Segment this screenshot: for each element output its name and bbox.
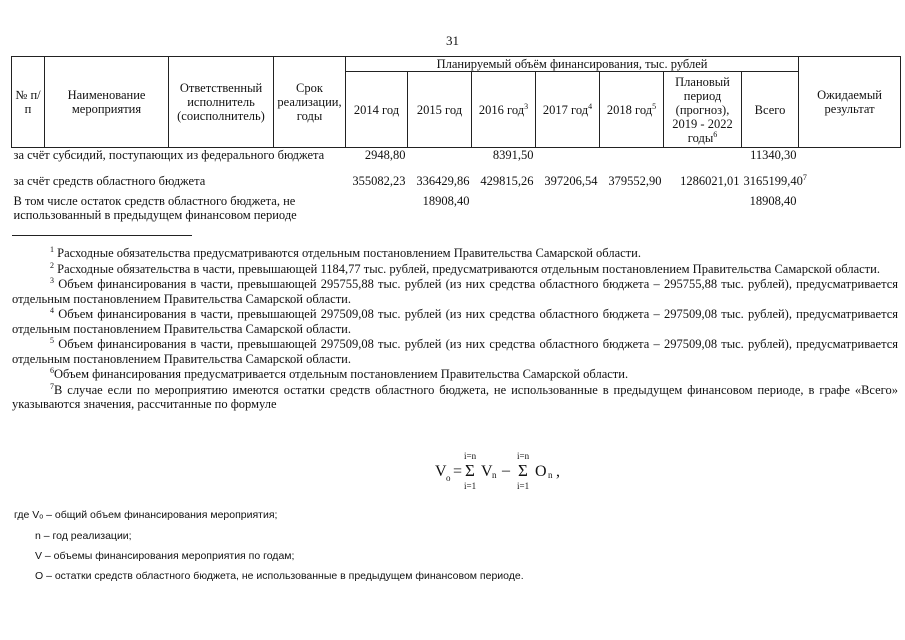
- header-planned-financing: Планируемый объём финансирования, тыс. рублей: [346, 57, 799, 72]
- footnotes: [12, 246, 898, 413]
- cell-2014: [346, 194, 408, 224]
- cell-result: [799, 148, 901, 174]
- cell-result: [799, 194, 901, 224]
- formula-sigma: Σ: [518, 461, 528, 480]
- row-name: В том числе остаток средств областного бюджета, не использованный в предыдущем финансовом периоде: [13, 193, 297, 222]
- header-year-2018: 2018 год$^5$: [600, 72, 664, 148]
- cell-2014: 355082,23: [352, 173, 406, 188]
- cell-2018: [600, 194, 664, 224]
- formula-minus: –: [502, 462, 510, 479]
- table-row: [12, 194, 901, 224]
- cell-result: [799, 174, 901, 194]
- formula-comma: ,: [556, 463, 560, 480]
- formula-term2-sub: n: [548, 470, 553, 480]
- header-year-2015: 2015 год: [408, 72, 472, 148]
- formula-lhs-sub: o: [446, 473, 451, 483]
- cell-2017: [536, 194, 600, 224]
- formula-sum-top: i=n: [464, 451, 477, 461]
- definition-line: O – остатки средств областного бюджета, не использованные в предыдущем финансовом периоде.: [35, 570, 524, 582]
- footnote: $^4$ Объем финансирования в части, превышающей 297509,08 тыс. рублей (из них средства областного бюджета – 297509,08 тыс. рублей), предусматривается отдельным постановлением Правительства Самарской области.: [12, 305, 898, 336]
- definition-line: где Vₒ – общий объем финансирования мероприятия;: [14, 509, 278, 521]
- cell-plan: [664, 148, 742, 174]
- definition-line: n – год реализации;: [35, 530, 132, 542]
- formula-lhs: V: [435, 463, 447, 480]
- cell-2015: 336429,86: [416, 173, 470, 188]
- footnote-separator: [12, 235, 192, 236]
- cell-2015: 18908,40: [422, 193, 470, 208]
- footnote: $^7$В случае если по мероприятию имеются остатки средств областного бюджета, не использованные в предыдущем финансовом периоде, в графе «Всего» указываются значения, рассчитанные по формуле: [12, 381, 898, 411]
- footnote: $^1$ Расходные обязательства предусматриваются отдельным постановлением Правительства Самарской области.: [50, 244, 641, 260]
- page-number: 31: [446, 33, 459, 48]
- formula-term1-sub: n: [492, 470, 497, 480]
- formula-sigma: Σ: [465, 461, 475, 480]
- formula-term2: O: [535, 463, 547, 480]
- cell-2015: [408, 148, 472, 174]
- header-name: Наименование мероприятия: [45, 57, 169, 148]
- header-term: Срок реализации, годы: [274, 57, 346, 148]
- definition-line: V – объемы финансирования мероприятия по годам;: [35, 550, 295, 562]
- formula-term1: V: [481, 463, 493, 480]
- formula-equals: =: [453, 463, 463, 480]
- footnote: $^6$Объем финансирования предусматривается отдельным постановлением Правительства Самарской области.: [50, 365, 629, 381]
- cell-2016: 8391,50: [492, 148, 534, 162]
- cell-total: 11340,30: [750, 148, 797, 162]
- cell-2018: [600, 148, 664, 174]
- cell-2018: 379552,90: [608, 173, 662, 188]
- header-responsible: Ответственный исполнитель (соисполнитель): [169, 57, 274, 148]
- formula-sum-top: i=n: [517, 451, 530, 461]
- footnote: $^3$ Объем финансирования в части, превышающей 295755,88 тыс. рублей (из них средства областного бюджета – 295755,88 тыс. рублей), предусматривается отдельным постановлением Правительства Самарской области.: [12, 275, 898, 306]
- row-name: за счёт средств областного бюджета: [13, 173, 206, 188]
- cell-plan: 1286021,01: [680, 173, 740, 188]
- cell-2016: 429815,26: [480, 173, 534, 188]
- row-name: за счёт субсидий, поступающих из федерального бюджета: [13, 148, 325, 162]
- formula: [435, 448, 615, 498]
- cell-2017: 397206,54: [544, 173, 598, 188]
- formula-sum-bottom: i=1: [517, 481, 530, 491]
- cell-2017: [536, 148, 600, 174]
- cell-2016: [472, 194, 536, 224]
- header-total: Всего: [742, 72, 799, 148]
- header-num: № п/п: [12, 57, 45, 148]
- header-plan-period: Плановый период (прогноз), 2019 - 2022 годы$^6$: [664, 72, 742, 148]
- header-year-2017: 2017 год$^4$: [536, 72, 600, 148]
- financing-table: [11, 56, 901, 224]
- footnote: $^2$ Расходные обязательства в части, превышающей 1184,77 тыс. рублей, предусматриваются отдельным постановлением Правительства Самарской области.: [50, 260, 880, 276]
- cell-total: 3165199,40$^7$: [743, 172, 807, 188]
- formula-sum-bottom: i=1: [464, 481, 477, 491]
- header-year-2014: 2014 год: [346, 72, 408, 148]
- cell-2014: 2948,80: [364, 148, 406, 162]
- cell-total: 18908,40: [749, 193, 797, 208]
- footnote: $^5$ Объем финансирования в части, превышающей 297509,08 тыс. рублей (из них средства областного бюджета – 297509,08 тыс. рублей), предусматривается отдельным постановлением Правительства Самарской области.: [12, 335, 898, 366]
- cell-plan: [664, 194, 742, 224]
- table-row: [12, 174, 901, 194]
- header-expected-result: Ожидаемый результат: [799, 57, 901, 148]
- header-year-2016: 2016 год$^3$: [472, 72, 536, 148]
- table-row: [12, 148, 901, 174]
